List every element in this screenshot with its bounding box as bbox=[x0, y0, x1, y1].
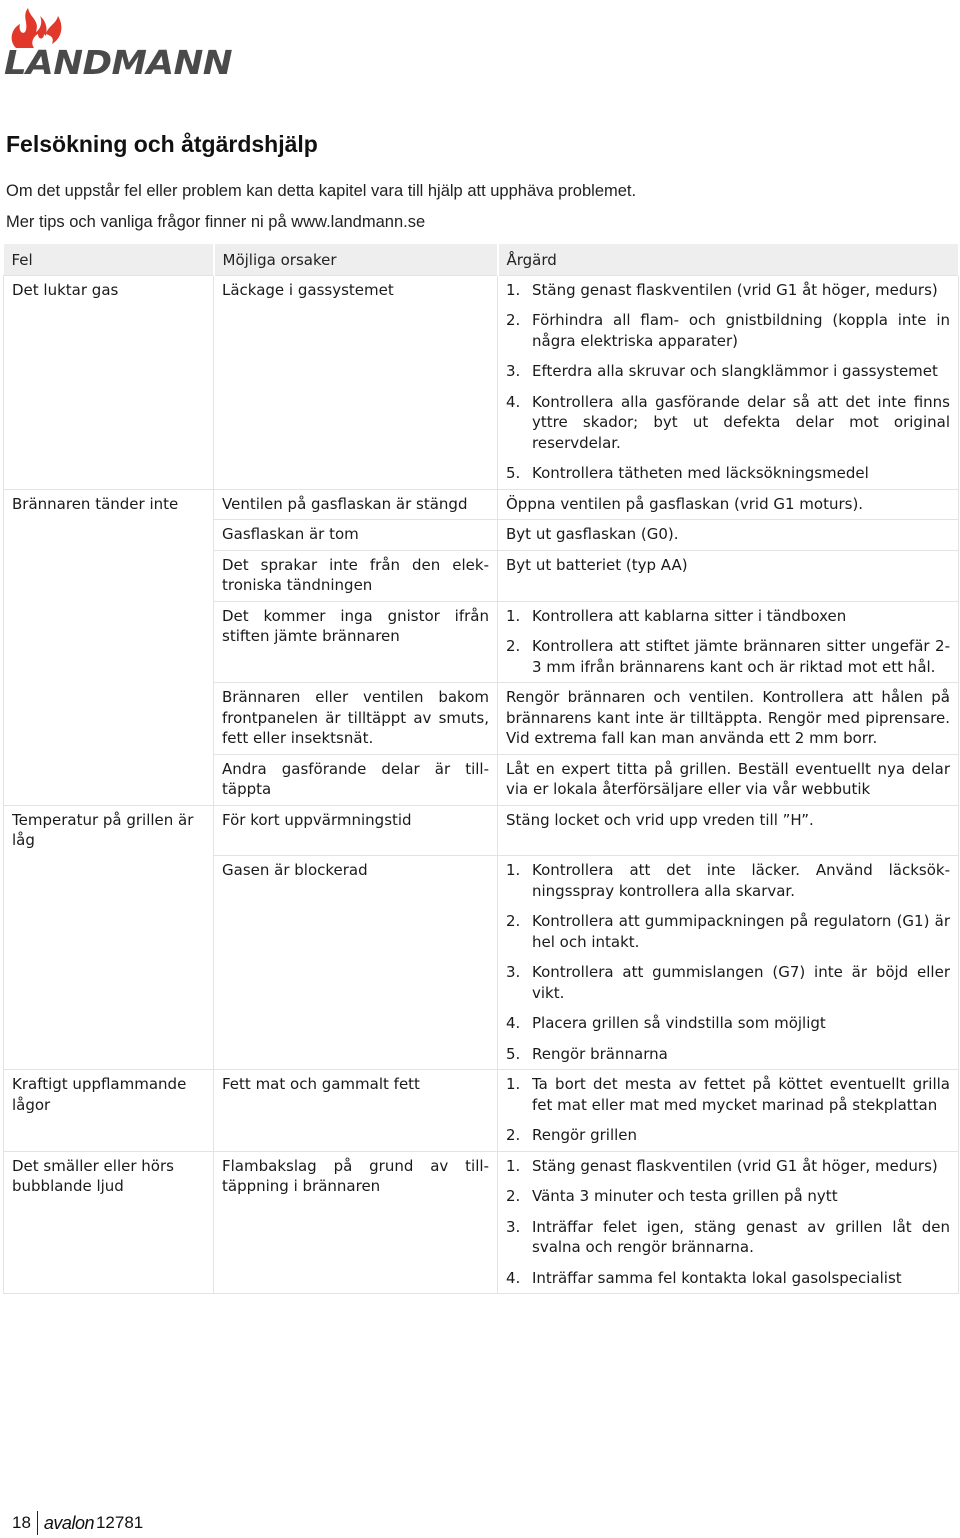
fault-cell bbox=[4, 805, 214, 856]
step-text: Rengör grillen bbox=[532, 1126, 638, 1144]
fault-text: Kraftigt uppflammande lågor bbox=[12, 1075, 187, 1114]
action-step bbox=[506, 361, 950, 382]
action-cell bbox=[498, 489, 959, 520]
cause-text: Flambakslag på grund av tilltäppning i brännaren bbox=[222, 1156, 489, 1195]
action-cell bbox=[498, 805, 959, 856]
cause-text: Brännaren eller ventilen bakom frontpanelen är tilltäppt av smuts, fett eller insektsnät. bbox=[222, 688, 489, 747]
cause-cell bbox=[214, 601, 498, 683]
step-text: Förhindra all flam- och gnistbildning (koppla inte in några elektriska apparater) bbox=[532, 311, 950, 350]
action-step bbox=[506, 962, 950, 1003]
step-text: Kontrollera tätheten med läcksökningsmedel bbox=[532, 464, 869, 482]
action-steps-list bbox=[506, 860, 950, 1064]
fault-cell bbox=[4, 856, 214, 1070]
fault-cell bbox=[4, 1070, 214, 1152]
step-text: Stäng genast flaskventilen (vrid G1 åt höger, medurs) bbox=[532, 1156, 938, 1175]
action-cell bbox=[498, 856, 959, 1070]
action-steps-list bbox=[506, 606, 950, 678]
footer-model: 12781 bbox=[95, 1513, 144, 1532]
step-number: 1. bbox=[506, 606, 521, 625]
page-title: Felsökning och åtgärdshjälp bbox=[6, 131, 318, 157]
step-text: Kontrollera att kablarna sitter i tändboxen bbox=[532, 606, 847, 625]
cause-cell bbox=[214, 550, 498, 601]
action-step bbox=[506, 860, 950, 901]
cause-cell bbox=[214, 275, 498, 489]
step-number: 4. bbox=[506, 392, 521, 411]
step-number: 1. bbox=[506, 280, 521, 299]
cause-cell bbox=[214, 754, 498, 805]
cause-text: Läckage i gassystemet bbox=[222, 280, 394, 299]
cause-cell bbox=[214, 1070, 498, 1152]
action-text: Rengör brännaren och ventilen. Kontrollera att hålen på brännarens kant inte är tilltäppta. Rengör med piprensare. Vid extrema fall kan man använda ett 2 mm borr. bbox=[506, 688, 950, 747]
action-cell bbox=[498, 1070, 959, 1152]
cause-text: Gasen är blockerad bbox=[222, 861, 368, 879]
cause-cell bbox=[214, 683, 498, 755]
action-cell bbox=[498, 275, 959, 489]
action-step bbox=[506, 463, 950, 484]
action-step bbox=[506, 911, 950, 952]
action-step bbox=[506, 1125, 950, 1146]
step-text: Kontrollera att det inte läcker. Använd läcksökningsspray kontrollera alla skarvar. bbox=[532, 861, 950, 900]
column-header-causes: Möjliga orsaker bbox=[214, 244, 498, 275]
fault-cell bbox=[4, 683, 214, 755]
step-text: Vänta 3 minuter och testa grillen på nytt bbox=[532, 1187, 838, 1205]
action-step bbox=[506, 1013, 950, 1034]
cause-cell bbox=[214, 1151, 498, 1294]
action-text: Låt en expert titta på grillen. Beställ eventuellt nya delar via er lokala återförsäljare eller via vår webbutik bbox=[506, 759, 950, 798]
intro-line-2: Mer tips och vanliga frågor finner ni på www.landmann.se bbox=[6, 213, 426, 231]
step-text: Efterdra alla skruvar och slangklämmor i gassystemet bbox=[532, 362, 938, 380]
fault-cell bbox=[4, 601, 214, 683]
intro-line-1: Om det uppstår fel eller problem kan detta kapitel vara till hjälp att upphäva problemet. bbox=[6, 182, 637, 200]
fault-cell bbox=[4, 520, 214, 551]
action-steps-list bbox=[506, 280, 950, 484]
cause-cell bbox=[214, 489, 498, 520]
cause-cell bbox=[214, 520, 498, 551]
fault-cell bbox=[4, 489, 214, 520]
action-steps-list bbox=[506, 1074, 950, 1146]
table-body bbox=[4, 275, 959, 1294]
table-row bbox=[4, 489, 959, 520]
step-text: Stäng genast flaskventilen (vrid G1 åt höger, medurs) bbox=[532, 280, 938, 299]
cause-text: Andra gasförande delar är tilltäppta bbox=[222, 759, 489, 798]
step-number: 1. bbox=[506, 861, 521, 879]
cause-text: För kort uppvärmningstid bbox=[222, 810, 412, 829]
table-header-row bbox=[4, 244, 959, 275]
column-header-fault: Fel bbox=[4, 244, 214, 275]
footer-brand: avalon bbox=[43, 1512, 94, 1533]
action-cell bbox=[498, 601, 959, 683]
page-footer bbox=[12, 1510, 143, 1536]
step-number: 1. bbox=[506, 1156, 521, 1175]
cause-text: Ventilen på gasflaskan är stängd bbox=[222, 494, 468, 513]
action-step bbox=[506, 1217, 950, 1258]
table-row bbox=[4, 805, 959, 856]
page-number: 18 bbox=[12, 1513, 31, 1532]
step-number: 2. bbox=[506, 311, 521, 329]
action-step bbox=[506, 392, 950, 454]
step-number: 2. bbox=[506, 1126, 521, 1144]
fault-cell bbox=[4, 550, 214, 601]
table-row bbox=[4, 754, 959, 805]
step-text: Kontrollera att gummislangen (G7) inte är böjd eller vikt. bbox=[532, 963, 950, 1002]
fault-text: Det smäller eller hörs bubblande ljud bbox=[12, 1156, 174, 1195]
table-row bbox=[4, 1070, 959, 1152]
intro-text bbox=[6, 176, 636, 238]
action-steps-list bbox=[506, 1156, 950, 1289]
step-number: 2. bbox=[506, 637, 521, 655]
column-header-action: Årgärd bbox=[498, 244, 959, 275]
action-cell bbox=[498, 550, 959, 601]
action-cell bbox=[498, 1151, 959, 1294]
table-row bbox=[4, 275, 959, 489]
step-number: 3. bbox=[506, 362, 521, 380]
cause-text: Gasflaskan är tom bbox=[222, 525, 359, 543]
table-row bbox=[4, 520, 959, 551]
logo-wordmark: LANDMANN bbox=[4, 43, 233, 82]
cause-text: Fett mat och gammalt fett bbox=[222, 1075, 420, 1093]
step-text: Kontrollera alla gasförande delar så att det inte finns yttre skador; byt ut defekta delar mot original reservdelar. bbox=[532, 392, 950, 452]
action-text: Byt ut gasflaskan (G0). bbox=[506, 525, 679, 543]
action-step bbox=[506, 280, 950, 301]
step-text: Inträffar samma fel kontakta lokal gasolspecialist bbox=[532, 1268, 902, 1287]
action-cell bbox=[498, 754, 959, 805]
table-row bbox=[4, 550, 959, 601]
action-step bbox=[506, 636, 950, 677]
action-step bbox=[506, 1186, 950, 1207]
step-number: 4. bbox=[506, 1014, 521, 1032]
step-number: 5. bbox=[506, 464, 521, 482]
step-number: 1. bbox=[506, 1075, 521, 1093]
table-row bbox=[4, 683, 959, 755]
step-text: Ta bort det mesta av fettet på köttet eventuellt grilla fet mat eller mat med mycket marinad på stekplattan bbox=[532, 1075, 950, 1114]
action-cell bbox=[498, 683, 959, 755]
fault-text: Temperatur på grillen är låg bbox=[12, 810, 194, 849]
step-text: Inträffar felet igen, stäng genast av grillen låt den svalna och rengör brännarna. bbox=[532, 1217, 950, 1256]
step-text: Rengör brännarna bbox=[532, 1044, 668, 1063]
action-step bbox=[506, 606, 950, 627]
step-text: Placera grillen så vindstilla som möjligt bbox=[532, 1014, 826, 1032]
action-cell bbox=[498, 520, 959, 551]
action-step bbox=[506, 1074, 950, 1115]
action-step bbox=[506, 1044, 950, 1065]
action-step bbox=[506, 1156, 950, 1177]
step-number: 2. bbox=[506, 912, 521, 930]
fault-text: Det luktar gas bbox=[12, 280, 119, 299]
table-row bbox=[4, 856, 959, 1070]
landmann-logo bbox=[4, 4, 260, 84]
cause-cell bbox=[214, 805, 498, 856]
table-row bbox=[4, 1151, 959, 1294]
fault-cell bbox=[4, 275, 214, 489]
action-step bbox=[506, 310, 950, 351]
step-text: Kontrollera att gummipackningen på regulatorn (G1) är hel och intakt. bbox=[532, 912, 950, 951]
action-text: Byt ut batteriet (typ AA) bbox=[506, 555, 688, 574]
action-step bbox=[506, 1268, 950, 1289]
step-number: 3. bbox=[506, 963, 521, 981]
action-text: Stäng locket och vrid upp vreden till ”H”. bbox=[506, 810, 814, 829]
table-row bbox=[4, 601, 959, 683]
action-text: Öppna ventilen på gasflaskan (vrid G1 moturs). bbox=[506, 494, 864, 513]
cause-text: Det sprakar inte från den elektroniska tändningen bbox=[222, 555, 489, 594]
step-number: 3. bbox=[506, 1217, 521, 1236]
step-number: 5. bbox=[506, 1044, 521, 1063]
footer-divider bbox=[37, 1511, 38, 1535]
troubleshooting-table bbox=[3, 244, 960, 1294]
cause-text: Det kommer inga gnistor ifrån stiften jämte brännaren bbox=[222, 606, 489, 645]
step-number: 2. bbox=[506, 1187, 521, 1205]
fault-cell bbox=[4, 1151, 214, 1294]
fault-text: Brännaren tänder inte bbox=[12, 494, 179, 513]
fault-cell bbox=[4, 754, 214, 805]
cause-cell bbox=[214, 856, 498, 1070]
step-number: 4. bbox=[506, 1268, 521, 1287]
step-text: Kontrollera att stiftet jämte brännaren sitter ungefär 2-3 mm ifrån brännarens kant och är riktad mot ett hål. bbox=[532, 637, 950, 676]
